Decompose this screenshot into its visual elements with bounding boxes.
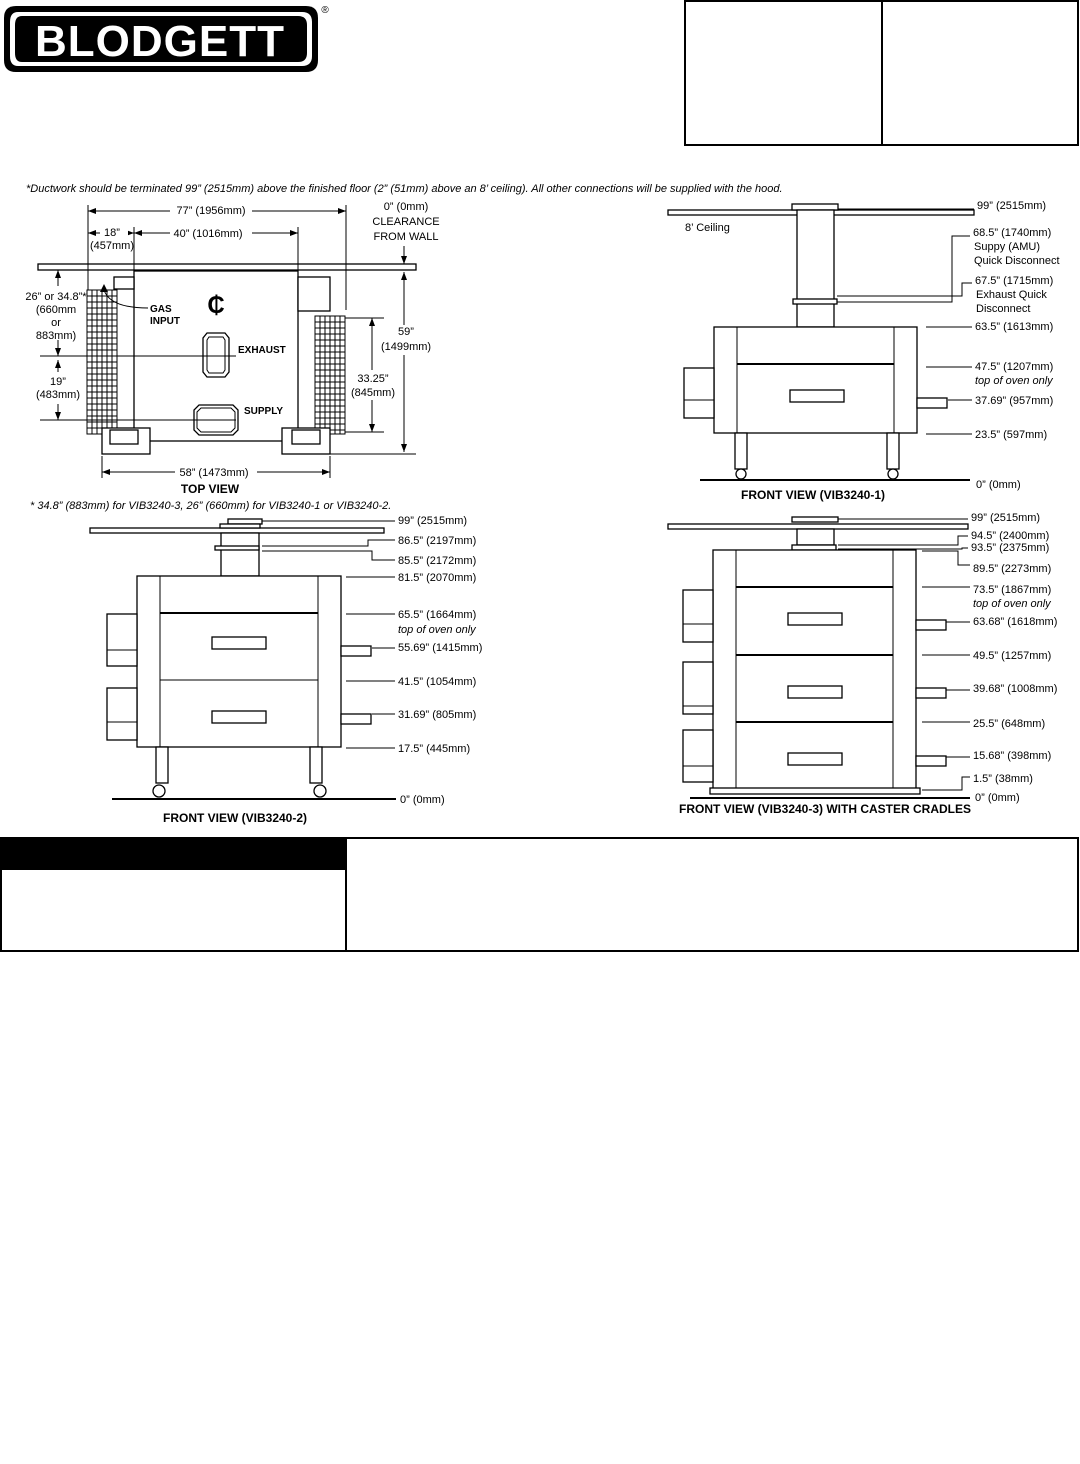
fv1-37-69: 37.69” (957mm) xyxy=(975,395,1054,407)
fv1-47-5: 47.5” (1207mm) xyxy=(975,361,1054,373)
fv2-31-69: 31.69” (805mm) xyxy=(398,709,477,721)
exhaust-port xyxy=(203,333,229,377)
supply-label: SUPPLY xyxy=(244,406,284,417)
dim-58: 58” (1473mm) xyxy=(179,467,249,479)
front-view-vib3240-2 xyxy=(90,515,482,825)
front-view-vib3240-1 xyxy=(668,200,1060,502)
ceiling-label: 8’ Ceiling xyxy=(685,222,730,234)
gas-input-label-1: GAS xyxy=(150,304,172,315)
fv2-55-69: 55.69” (1415mm) xyxy=(398,642,483,654)
bottom-spec-table xyxy=(1,838,1078,951)
fv3-0: 0” (0mm) xyxy=(975,792,1020,804)
fv1-exhaust-1: Exhaust Quick xyxy=(976,289,1047,301)
fv2-17-5: 17.5” (445mm) xyxy=(398,743,471,755)
fv1-0: 0” (0mm) xyxy=(976,479,1021,491)
fv1-23-5: 23.5” (597mm) xyxy=(975,429,1048,441)
fv2-41-5: 41.5” (1054mm) xyxy=(398,676,477,688)
centerline-symbol: ₵ xyxy=(207,292,225,319)
fv1-supply-2: Quick Disconnect xyxy=(974,255,1060,267)
fv2-title: FRONT VIEW (VIB3240-2) xyxy=(162,811,308,825)
left-conveyor-grid xyxy=(87,290,117,434)
dim-18-mm: (457mm) xyxy=(89,240,135,252)
dim-33: 33.25” xyxy=(357,373,389,385)
exhaust-label: EXHAUST xyxy=(238,345,286,356)
fv3-93-5: 93.5” (2375mm) xyxy=(971,542,1050,554)
brand-name: BLODGETT xyxy=(35,17,285,66)
fv2-top-only: top of oven only xyxy=(398,624,476,636)
fv3-1-5: 1.5” (38mm) xyxy=(973,773,1033,785)
dim-77: 77” (1956mm) xyxy=(176,205,246,217)
header-info-box xyxy=(685,1,1078,145)
top-view-title: TOP VIEW xyxy=(180,482,240,496)
dim-59: 59” xyxy=(398,326,414,338)
model-footnote: * 34.8” (883mm) for VIB3240-3, 26” (660mm) for VIB3240-1 or VIB3240-2. xyxy=(30,500,392,512)
fv3-99: 99” (2515mm) xyxy=(971,512,1041,524)
fv2-81-5: 81.5” (2070mm) xyxy=(398,572,477,584)
dim-18: 18” xyxy=(104,227,120,239)
fv1-99: 99” (2515mm) xyxy=(977,200,1047,212)
blodgett-logo xyxy=(4,5,329,72)
fv1-63-5: 63.5” (1613mm) xyxy=(975,321,1054,333)
dim-26-line-1: 26” or 34.8”* xyxy=(25,291,87,303)
fv3-15-68: 15.68” (398mm) xyxy=(973,750,1052,762)
dim-59-mm: (1499mm) xyxy=(380,341,432,353)
fv3-49-5: 49.5” (1257mm) xyxy=(973,650,1052,662)
registered-mark: ® xyxy=(321,5,329,16)
right-conveyor-grid xyxy=(315,316,345,434)
fv1-supply-1: Suppy (AMU) xyxy=(974,241,1041,253)
gas-input-label-2: INPUT xyxy=(150,316,180,327)
fv3-63-68: 63.68” (1618mm) xyxy=(973,616,1058,628)
fv2-86-5: 86.5” (2197mm) xyxy=(398,535,477,547)
fv1-67-5: 67.5” (1715mm) xyxy=(975,275,1054,287)
fv2-65-5: 65.5” (1664mm) xyxy=(398,609,477,621)
dim-33-mm: (845mm) xyxy=(350,387,396,399)
clearance-line-3: FROM WALL xyxy=(373,231,439,243)
clearance-line-2: CLEARANCE xyxy=(372,216,440,228)
top-view xyxy=(25,201,439,496)
fv1-title: FRONT VIEW (VIB3240-1) xyxy=(740,488,886,502)
dim-40: 40” (1016mm) xyxy=(173,228,243,240)
dim-26-line-4: 883mm) xyxy=(35,330,77,342)
fv3-39-68: 39.68” (1008mm) xyxy=(973,683,1058,695)
fv1-top-only: top of oven only xyxy=(975,375,1053,387)
dim-26-line-2: (660mm xyxy=(35,304,77,316)
dim-19-mm: (483mm) xyxy=(35,389,81,401)
fv2-0: 0” (0mm) xyxy=(400,794,445,806)
ductwork-note: *Ductwork should be terminated 99” (2515mm) above the finished floor (2” (51mm) above an 8’ ceiling). All other connections will be supplied with the hood. xyxy=(26,183,783,195)
fv3-title: FRONT VIEW (VIB3240-3) WITH CASTER CRADLES xyxy=(678,802,972,816)
fv2-85-5: 85.5” (2172mm) xyxy=(398,555,477,567)
fv3-73-5: 73.5” (1867mm) xyxy=(973,584,1052,596)
fv3-89-5: 89.5” (2273mm) xyxy=(973,563,1052,575)
dim-26-line-3: or xyxy=(51,317,61,329)
fv3-top-only: top of oven only xyxy=(973,598,1051,610)
fv3-25-5: 25.5” (648mm) xyxy=(973,718,1046,730)
dim-19: 19” xyxy=(50,376,66,388)
fv3-94-5: 94.5” (2400mm) xyxy=(971,530,1050,542)
front-view-vib3240-3 xyxy=(668,512,1057,816)
clearance-line-1: 0” (0mm) xyxy=(383,201,429,213)
fv1-68-5: 68.5” (1740mm) xyxy=(973,227,1052,239)
fv1-exhaust-2: Disconnect xyxy=(976,303,1031,315)
fv2-99: 99” (2515mm) xyxy=(398,515,468,527)
